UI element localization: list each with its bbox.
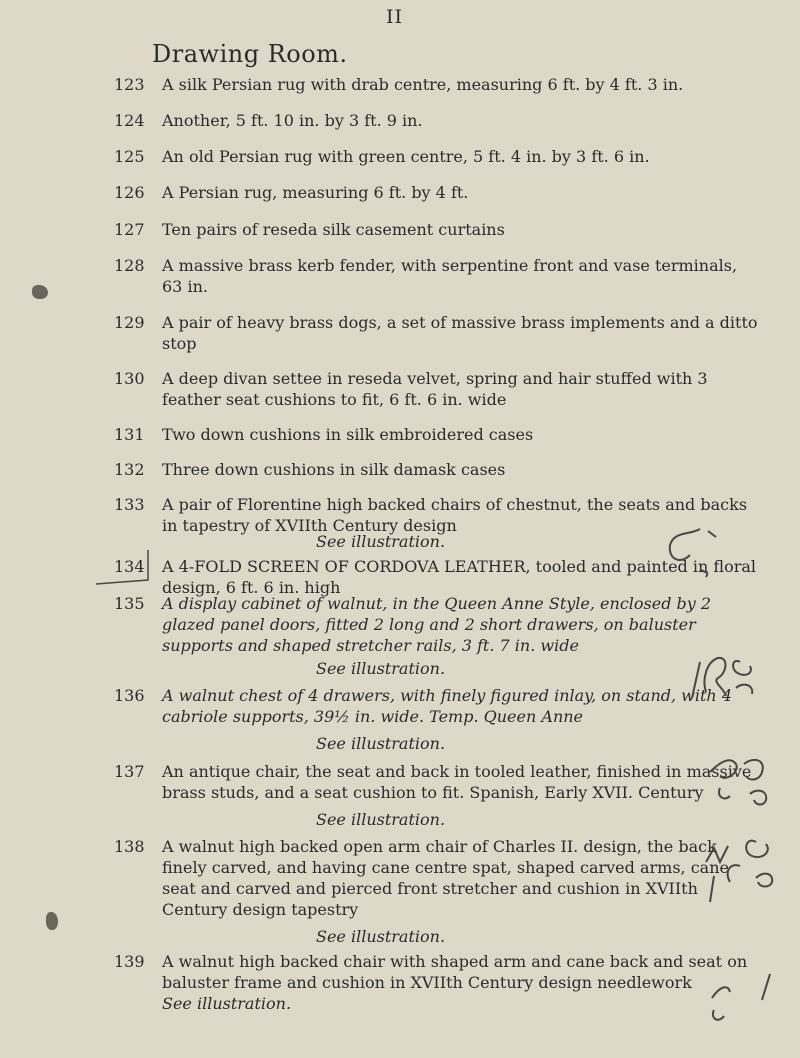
lot-number: 129 bbox=[114, 313, 145, 332]
page-number: II bbox=[386, 6, 404, 28]
lot-number: 138 bbox=[114, 837, 145, 856]
ink-blot-left-lower bbox=[46, 912, 58, 930]
lot-132 bbox=[114, 459, 762, 480]
lot-136 bbox=[114, 685, 762, 727]
lot-number: 126 bbox=[114, 183, 145, 202]
lot-number: 125 bbox=[114, 147, 145, 166]
lot-139 bbox=[114, 951, 762, 993]
lot-133 bbox=[114, 494, 762, 536]
lot-number: 124 bbox=[114, 111, 145, 130]
lot-description: A deep divan settee in reseda velvet, spring and hair stuffed with 3 feather seat cushions to fit, 6 ft. 6 in. wide bbox=[162, 369, 708, 409]
lot-description: An antique chair, the seat and back in tooled leather, finished in massive brass studs, and a seat cushion to fit. Spanish, Early XVII. Century bbox=[162, 762, 752, 802]
lot-138 bbox=[114, 836, 762, 920]
lot-description: A pair of Florentine high backed chairs of chestnut, the seats and backs in tapestry of XVIIth Century design bbox=[162, 495, 748, 535]
lot-description: A 4-FOLD SCREEN OF CORDOVA LEATHER, tooled and painted in floral design, 6 ft. 6 in. high bbox=[162, 557, 756, 597]
see-illustration-135: See illustration. bbox=[316, 659, 446, 678]
lot-description: A pair of heavy brass dogs, a set of massive brass implements and a ditto stop bbox=[162, 313, 758, 353]
lot-description: A Persian rug, measuring 6 ft. by 4 ft. bbox=[162, 183, 469, 202]
lot-number: 123 bbox=[114, 75, 145, 94]
lot-135 bbox=[114, 593, 762, 656]
lot-137 bbox=[114, 761, 762, 803]
lot-description: A walnut high backed chair with shaped arm and cane back and seat on baluster frame and cushion in XVIIth Century design needlework bbox=[162, 952, 748, 992]
section-heading: Drawing Room. bbox=[152, 40, 348, 68]
lot-127 bbox=[114, 219, 762, 240]
lot-description: A walnut chest of 4 drawers, with finely figured inlay, on stand, with 4 cabriole supports, 39½ in. wide. Temp. Queen Anne bbox=[162, 686, 732, 726]
see-illustration-137: See illustration. bbox=[316, 810, 446, 829]
lot-126 bbox=[114, 182, 762, 203]
lot-125 bbox=[114, 146, 762, 167]
lot-number: 134 bbox=[114, 557, 145, 576]
lot-description: A silk Persian rug with drab centre, measuring 6 ft. by 4 ft. 3 in. bbox=[162, 75, 684, 94]
lot-description: A walnut high backed open arm chair of Charles II. design, the back finely carved, and having cane centre spat, shaped carved arms, cane seat and carved and pierced front stretcher and cushion in XVIIth Century design tapestry bbox=[162, 837, 729, 919]
lot-134 bbox=[114, 556, 762, 598]
lot-123 bbox=[114, 74, 762, 95]
lot-124 bbox=[114, 110, 762, 131]
lot-description: Ten pairs of reseda silk casement curtains bbox=[162, 220, 505, 239]
see-illustration-133: See illustration. bbox=[316, 532, 446, 551]
lot-number: 139 bbox=[114, 952, 145, 971]
see-illustration-138: See illustration. bbox=[316, 927, 446, 946]
lot-description: Two down cushions in silk embroidered cases bbox=[162, 425, 534, 444]
lot-number: 133 bbox=[114, 495, 145, 514]
lot-number: 127 bbox=[114, 220, 145, 239]
lot-number: 130 bbox=[114, 369, 145, 388]
lot-number: 128 bbox=[114, 256, 145, 275]
lot-description: Three down cushions in silk damask cases bbox=[162, 460, 506, 479]
ink-blot-left bbox=[32, 285, 48, 299]
lot-128 bbox=[114, 255, 762, 297]
lot-number: 137 bbox=[114, 762, 145, 781]
lot-130 bbox=[114, 368, 762, 410]
lot-description: An old Persian rug with green centre, 5 ft. 4 in. by 3 ft. 6 in. bbox=[162, 147, 650, 166]
lot-129 bbox=[114, 312, 762, 354]
see-illustration-136: See illustration. bbox=[316, 734, 446, 753]
lot-description: Another, 5 ft. 10 in. by 3 ft. 9 in. bbox=[162, 111, 423, 130]
lot-description: A massive brass kerb fender, with serpentine front and vase terminals, 63 in. bbox=[162, 256, 738, 296]
lot-description: A display cabinet of walnut, in the Queen Anne Style, enclosed by 2 glazed panel doors, fitted 2 long and 2 short drawers, on baluster supports and shaped stretcher rails, 3 ft. 7 in. wide bbox=[162, 594, 712, 655]
lot-number: 135 bbox=[114, 594, 145, 613]
lot-number: 136 bbox=[114, 686, 145, 705]
lot-number: 132 bbox=[114, 460, 145, 479]
lot-number: 131 bbox=[114, 425, 145, 444]
lot-131 bbox=[114, 424, 762, 445]
see-illustration-139: See illustration. bbox=[162, 994, 292, 1013]
